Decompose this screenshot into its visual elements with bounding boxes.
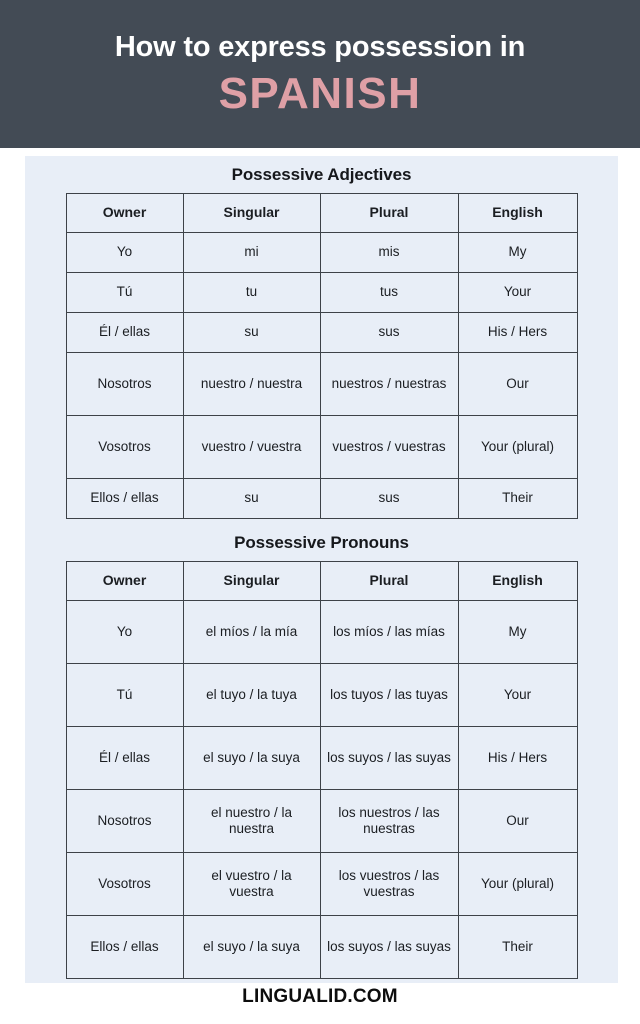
cell-owner: Tú [66, 664, 183, 727]
table-row [66, 416, 577, 479]
header-title-language: SPANISH [218, 68, 422, 118]
column-header-plural: Plural [320, 194, 458, 233]
content-panel [25, 156, 618, 983]
table-row [66, 853, 577, 916]
section-title-possessive-adjectives: Possessive Adjectives [231, 165, 412, 184]
cell-singular: su [183, 313, 320, 353]
cell-owner: Él / ellas [66, 313, 183, 353]
footer-brand: LINGUALID.COM [242, 986, 398, 1007]
cell-plural: los suyos / las suyas [320, 916, 458, 979]
cell-english: My [458, 233, 577, 273]
cell-english: Your (plural) [458, 416, 577, 479]
cell-english: His / Hers [458, 313, 577, 353]
cell-singular: el nuestro / la nuestra [183, 790, 320, 853]
cell-plural: mis [320, 233, 458, 273]
table-row [66, 790, 577, 853]
column-header-singular: Singular [183, 194, 320, 233]
header-title-primary: How to express possession in [114, 31, 526, 64]
cell-plural: vuestros / vuestras [320, 416, 458, 479]
table-row [66, 353, 577, 416]
cell-singular: el suyo / la suya [183, 727, 320, 790]
cell-singular: nuestro / nuestra [183, 353, 320, 416]
cell-english: His / Hers [458, 727, 577, 790]
cell-owner: Ellos / ellas [66, 479, 183, 519]
cell-singular: el vuestro / la vuestra [183, 853, 320, 916]
cell-english: Our [458, 790, 577, 853]
table-header-row [66, 194, 577, 233]
cell-english: Your [458, 273, 577, 313]
cell-singular: el suyo / la suya [183, 916, 320, 979]
cell-english: My [458, 601, 577, 664]
cell-plural: tus [320, 273, 458, 313]
cell-owner: Tú [66, 273, 183, 313]
column-header-english: English [458, 562, 577, 601]
table-row [66, 601, 577, 664]
table-row [66, 916, 577, 979]
cell-plural: los nuestros / las nuestras [320, 790, 458, 853]
cell-owner: Nosotros [66, 353, 183, 416]
cell-singular: el míos / la mía [183, 601, 320, 664]
table-row [66, 727, 577, 790]
cell-singular: vuestro / vuestra [183, 416, 320, 479]
cell-plural: los vuestros / las vuestras [320, 853, 458, 916]
table-row [66, 664, 577, 727]
cell-owner: Vosotros [66, 416, 183, 479]
cell-owner: Yo [66, 601, 183, 664]
column-header-plural: Plural [320, 562, 458, 601]
possessive-adjectives-table [66, 193, 578, 519]
table-row [66, 313, 577, 353]
table-row [66, 479, 577, 519]
header-banner [0, 0, 640, 148]
cell-singular: tu [183, 273, 320, 313]
cell-plural: sus [320, 313, 458, 353]
cell-plural: nuestros / nuestras [320, 353, 458, 416]
section-title-possessive-pronouns: Possessive Pronouns [234, 533, 409, 552]
column-header-english: English [458, 194, 577, 233]
cell-plural: sus [320, 479, 458, 519]
table-row [66, 233, 577, 273]
cell-english: Their [458, 479, 577, 519]
cell-owner: Yo [66, 233, 183, 273]
table-header-row [66, 562, 577, 601]
cell-owner: Nosotros [66, 790, 183, 853]
cell-plural: los míos / las mías [320, 601, 458, 664]
column-header-owner: Owner [66, 194, 183, 233]
cell-english: Your [458, 664, 577, 727]
table-row [66, 273, 577, 313]
cell-english: Your (plural) [458, 853, 577, 916]
cell-singular: mi [183, 233, 320, 273]
cell-singular: su [183, 479, 320, 519]
column-header-owner: Owner [66, 562, 183, 601]
cell-owner: Vosotros [66, 853, 183, 916]
cell-singular: el tuyo / la tuya [183, 664, 320, 727]
possessive-pronouns-table [66, 561, 578, 979]
cell-plural: los tuyos / las tuyas [320, 664, 458, 727]
cell-owner: Ellos / ellas [66, 916, 183, 979]
cell-plural: los suyos / las suyas [320, 727, 458, 790]
cell-owner: Él / ellas [66, 727, 183, 790]
cell-english: Their [458, 916, 577, 979]
cell-english: Our [458, 353, 577, 416]
column-header-singular: Singular [183, 562, 320, 601]
